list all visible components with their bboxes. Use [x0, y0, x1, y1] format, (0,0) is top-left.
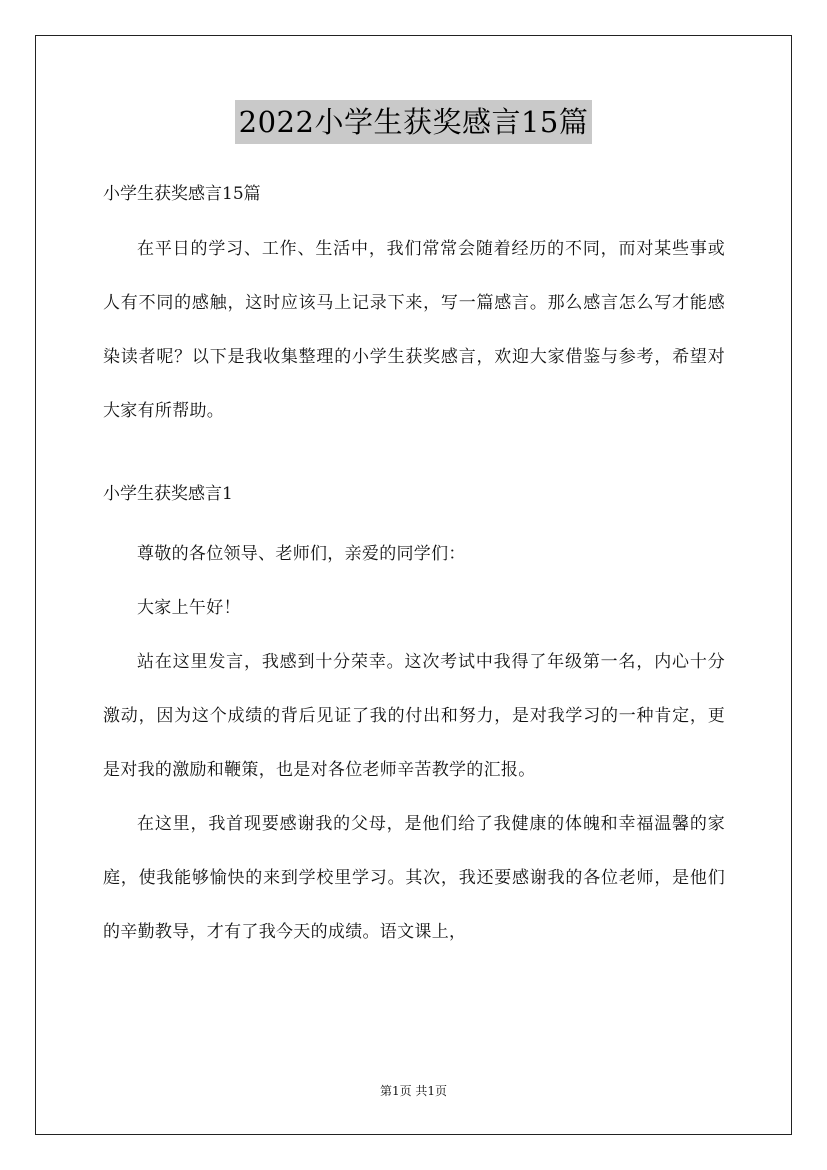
title-container — [0, 100, 827, 144]
greeting-line: 尊敬的各位领导、老师们，亲爱的同学们： — [137, 544, 466, 564]
salutation-line: 大家上午好！ — [137, 598, 241, 618]
body-paragraph: 在这里，我首现要感谢我的父母，是他们给了我健康的体魄和幸福温馨的家庭，使我能够愉快的来到学校里学习。其次，我还要感谢我的各位老师，是他们的辛勤教导，才有了我今天的成绩。语文课上， — [103, 814, 725, 942]
document-title: 2022小学生获奖感言15篇 — [235, 100, 593, 144]
body-paragraph: 站在这里发言，我感到十分荣幸。这次考试中我得了年级第一名，内心十分激动，因为这个成绩的背后见证了我的付出和努力，是对我学习的一种肯定，更是对我的激励和鞭策，也是对各位老师辛苦教学的汇报。 — [103, 652, 725, 780]
document-body — [103, 178, 725, 959]
page-number: 第1页 共1页 — [379, 1084, 448, 1098]
intro-paragraph: 在平日的学习、工作、生活中，我们常常会随着经历的不同，而对某些事或人有不同的感触，这时应该马上记录下来，写一篇感言。那么感言怎么写才能感染读者呢？以下是我收集整理的小学生获奖感言，欢迎大家借鉴与参考，希望对大家有所帮助。 — [103, 239, 725, 421]
document-subtitle: 小学生获奖感言15篇 — [103, 184, 261, 204]
section-heading: 小学生获奖感言1 — [103, 484, 233, 504]
